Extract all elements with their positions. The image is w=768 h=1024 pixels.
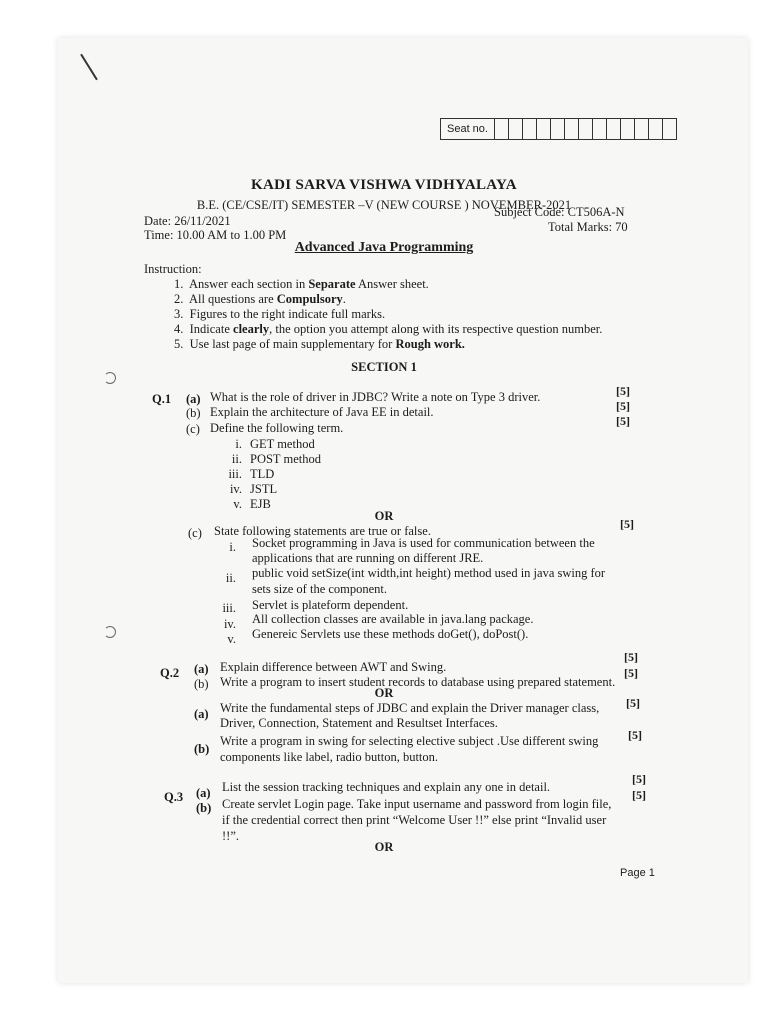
part-tag: (a) [194,707,209,721]
question-text: Driver, Connection, Statement and Resultset Interfaces. [220,716,498,730]
question-text: Define the following term. [210,421,344,435]
term-text: GET method [250,437,315,451]
seat-digit-box [621,119,635,139]
question-number: Q.2 [160,666,180,680]
term-number: ii. [231,452,242,466]
or-divider: OR [374,686,394,700]
statement-number: v. [227,632,236,646]
marks-label: [5] [626,696,640,710]
instruction-item: 3. Figures to the right indicate full marks. [174,307,386,321]
term-text: POST method [250,452,321,466]
term-text: EJB [250,497,271,511]
part-tag: (c) [188,526,202,540]
question-text: List the session tracking techniques and explain any one in detail. [222,780,551,794]
exam-date: Date: 26/11/2021 [144,214,231,228]
question-text: State following statements are true or false. [214,524,431,538]
marks-label: [5] [620,517,634,531]
statement-text: Servlet is plateform dependent. [252,598,409,612]
seat-digit-box [663,119,676,139]
instruction-item: 2. All questions are Compulsory. [174,292,346,306]
exam-time: Time: 10.00 AM to 1.00 PM [144,228,287,242]
question-text: if the credential correct then print “Welcome User !!” else print “Invalid user [222,813,607,827]
marks-label: [5] [628,728,642,742]
term-number: v. [233,497,242,511]
part-tag: (b) [196,801,212,815]
seat-digit-box [607,119,621,139]
seat-digit-box [565,119,579,139]
question-text: Write a program to insert student records to database using prepared statement. [220,675,616,689]
question-text: What is the role of driver in JDBC? Write a note on Type 3 driver. [210,390,541,404]
total-marks: Total Marks: 70 [548,220,628,234]
part-tag: (c) [186,422,200,436]
marks-label: [5] [624,666,638,680]
question-text: Create servlet Login page. Take input username and password from login file, [222,797,612,811]
question-text: Explain difference between AWT and Swing. [220,660,447,674]
question-text: Write the fundamental steps of JDBC and explain the Driver manager class, [220,701,600,715]
exam-title: B.E. (CE/CSE/IT) SEMESTER –V (NEW COURSE ) NOVEMBER-2021 [196,198,572,212]
punch-hole-mark [104,626,116,638]
seat-number-box [440,118,677,140]
part-tag: (b) [194,677,209,691]
term-number: iii. [228,467,242,481]
part-tag: (a) [194,662,209,676]
subject-code: Subject Code: CT506A-N [494,205,625,219]
statement-number: iii. [222,601,236,615]
section-heading: SECTION 1 [351,360,417,374]
instruction-item: 5. Use last page of main supplementary for Rough work. [174,337,465,351]
instruction-item: 4. Indicate clearly, the option you attempt along with its respective question number. [174,322,603,336]
instruction-item: 1. Answer each section in Separate Answer sheet. [174,277,429,291]
part-tag: (b) [186,406,201,420]
marks-label: [5] [616,384,630,398]
part-tag: (a) [186,392,201,406]
seat-digit-box [495,119,509,139]
question-number: Q.1 [152,392,172,406]
part-tag: (a) [196,786,211,800]
question-number: Q.3 [164,790,184,804]
question-text: Write a program in swing for selecting elective subject .Use different swing [220,734,599,748]
statement-text: public void setSize(int width,int height) method used in java swing for [252,566,606,580]
statement-number: i. [229,540,236,554]
term-number: i. [235,437,242,451]
statement-text: applications that are running on different JRE. [252,551,484,565]
or-divider: OR [374,509,394,523]
marks-label: [5] [616,399,630,413]
seat-digit-box [537,119,551,139]
term-text: JSTL [250,482,278,496]
statement-text: Genereic Servlets use these methods doGet(), doPost(). [252,627,529,641]
question-text: !!”. [222,829,239,843]
term-number: iv. [229,482,242,496]
page-number: Page 1 [620,867,655,879]
seat-digit-box [635,119,649,139]
course-title: Advanced Java Programming [294,240,474,255]
statement-number: ii. [225,571,236,585]
seat-digit-box [649,119,663,139]
seat-label: Seat no. [441,119,495,139]
punch-hole-mark [104,372,116,384]
seat-digit-box [523,119,537,139]
seat-digit-box [551,119,565,139]
statement-text: sets size of the component. [252,582,388,596]
seat-digit-box [593,119,607,139]
statement-text: Socket programming in Java is used for communication between the [252,536,595,550]
part-tag: (b) [194,742,210,756]
term-text: TLD [250,467,275,481]
question-text: Explain the architecture of Java EE in detail. [210,405,434,419]
marks-label: [5] [624,650,638,664]
marks-label: [5] [616,414,630,428]
seat-digit-box [509,119,523,139]
seat-digit-box [579,119,593,139]
statement-number: iv. [223,617,236,631]
statement-text: All collection classes are available in java.lang package. [252,612,534,626]
or-divider: OR [374,840,394,854]
marks-label: [5] [632,788,646,802]
university-name: KADI SARVA VISHWA VIDHYALAYA [251,177,517,193]
marks-label: [5] [632,772,646,786]
instruction-label: Instruction: [144,262,202,276]
question-text: components like label, radio button, button. [220,750,439,764]
